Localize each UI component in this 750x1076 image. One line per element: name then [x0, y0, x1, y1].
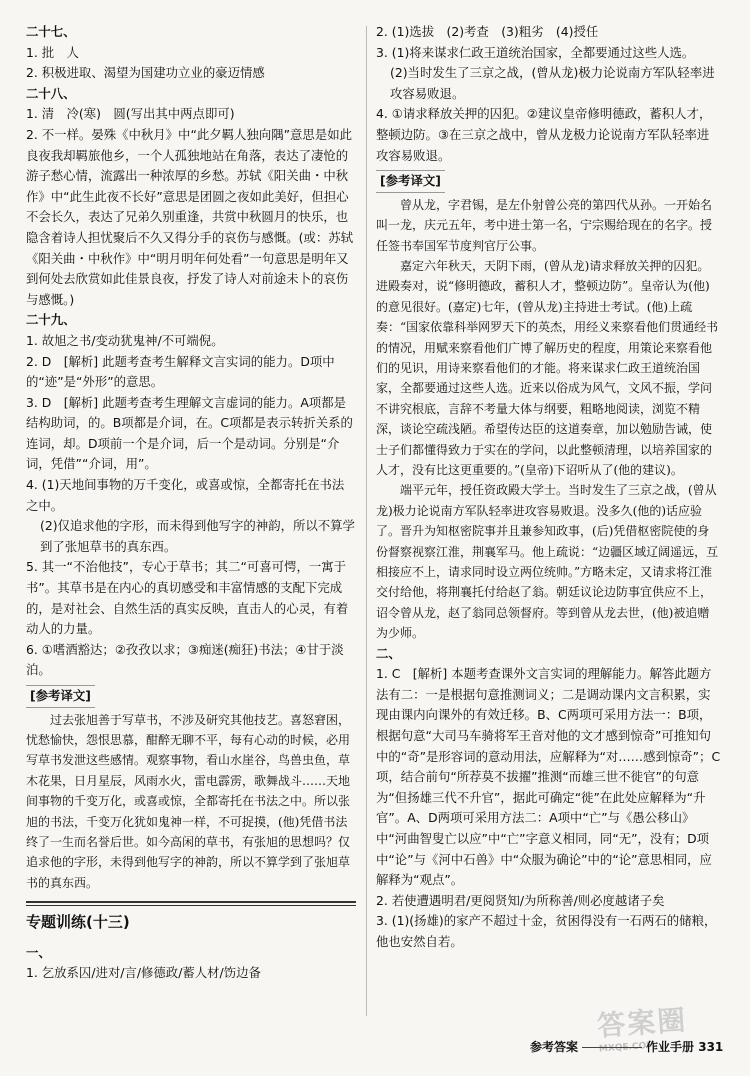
- section-separator: [26, 901, 356, 906]
- answer-item: 1. C [解析] 本题考查课外文言实词的理解能力。解答此题方法有二：一是根据句意推测词义；二是调动课内文言积累，实现由课内向课外的有效迁移。B、C两项可采用方法一：B项，根据句意“大司马车骑将军王音对他的文才感到惊奇”可推知句中的“奇”是形容词的意动用法，应解释为“对……感到惊奇”；C项，结合前句“所荐莫不拔擢”推测“而雄三世不徙官”的句意为“但扬雄三代不升官”，据此可确定“徙”在此处应解释为“升官”。A、D两项可采用方法二：A项中“亡”与《愚公移山》中“河曲智叟亡以应”中“亡”字意义相同，同“无”，没有；D项中“论”与《河中石兽》中“众服为确论”中的“论”意思相同，应解释为“观点”。: [376, 666, 721, 888]
- answer-item: 4. ①请求释放关押的囚犯。②建议皇帝修明德政，蓄积人才，整顿边防。③在三京之战中，曾从龙极力论说南方军队轻率进攻容易败退。: [376, 106, 712, 163]
- answer-item: 1. 清 冷(寒) 圆(写出其中两点即可): [26, 106, 235, 122]
- answer-item: 1. 批 人: [26, 44, 79, 60]
- watermark-url: MXQE.COM: [598, 1040, 656, 1055]
- translation-paragraph: 嘉定六年秋天，天阴下雨，(曾从龙)请求释放关押的囚犯。进殿奏对，说“修明德政，蓄积人才，整顿边防”。皇帝认为(他)的意见很好。(嘉定)七年，(曾从龙)主持进士考试。(他)上疏奏：“国家依靠科举网罗天下的英杰，用经义来察看他们贯通经书的情况，用赋来察看他们广博了解历史的程度，用策论来察看他们的见识，用诗来察看他们的才能。将来谋求仁政王道统治国家，全都要通过这些人选。近来以俗成为风气，文风不振，学问不讲究根底，言辞不考量大体与纲要，粗略地阅读，浏览不精深，谈论空疏浅陋。希望传达臣的这道奏章，加以勉励告诫，使士子们都懂得致力于实在的学问，以此整顿清理，以培养国家的人才，没有比这更重要的。”(皇帝)下诏听从了(他的建议)。: [376, 258, 719, 478]
- answer-item: 5. 其一“不治他技”，专心于草书；其二“可喜可愕，一寓于书”。其草书是在内心的真切感受和丰富情感的支配下完成的，是对社会、自然生活的真实反映，直击人的心灵，有着动人的力量。: [26, 559, 349, 637]
- answer-item: 3. D [解析] 此题考查考生理解文言虚词的能力。A项都是结构助词，的。B项都是介词，在。C项都是表示转折关系的连词，却。D项前一个是介词，后一个是动词。分别是“介词，凭借”“介词，用”。: [26, 394, 353, 472]
- right-answer-list: [376, 22, 721, 953]
- answer-item: 3. (1)将来谋求仁政王道统治国家，全都要通过这些人选。: [376, 44, 695, 60]
- section-number: 二十八、: [26, 85, 76, 101]
- left-column: [26, 22, 356, 984]
- left-answer-list-continued: [26, 943, 356, 984]
- section-heading: 专题训练(十三): [26, 913, 130, 932]
- answer-item: 2. 不一样。晏殊《中秋月》中“此夕羁人独向隅”意思是如此良夜我却羁旅他乡，一个人孤独地站在角落，表达了凄怆的游子愁心情，流露出一种浓厚的乡愁。苏轼《阳关曲・中秋作》中“此生此夜不长好”意思是团圆之夜如此美好，但担心不会长久，表达了兄弟久别重逢，共赏中秋圆月的快乐，也隐含着诗人担忧聚后不久又得分手的哀伤与感慨。(或：苏轼《阳关曲・中秋作》中“明月明年何处看”一句意思是明年又到何处去欣赏如此佳景良夜，抒发了诗人对前途未卜的哀伤与感慨。): [26, 126, 353, 307]
- answer-item: 3. (1)(扬雄)的家产不超过十金，贫困得没有一石两石的储粮，他也安然自若。: [376, 913, 717, 949]
- answer-item: 4. (1)天地间事物的万千变化，或喜或惊，全都寄托在书法之中。: [26, 477, 345, 513]
- answer-item: 2. 若使遭遇明君/更阅贤知/为所称善/则必度越诸子矣: [376, 892, 665, 908]
- footer-label: 参考答案: [530, 1040, 579, 1054]
- answer-item: (2)仅追求他的字形，而未得到他写字的神韵，所以不算学到了张旭草书的真东西。: [40, 518, 355, 554]
- section-number: 二十七、: [26, 24, 76, 39]
- page-footer: [530, 1038, 723, 1055]
- section-number: 一、: [26, 944, 51, 960]
- answer-item: 2. (1)选拔 (2)考查 (3)粗劣 (4)授任: [376, 24, 599, 39]
- section-number: 二、: [376, 645, 401, 661]
- watermark-text: 答案圈: [596, 1003, 689, 1043]
- column-divider: [366, 26, 367, 1016]
- page-number: 331: [698, 1040, 724, 1054]
- footer-rule: [582, 1047, 642, 1048]
- answer-item: 6. ①嗜酒豁达；②孜孜以求；③痴迷(痴狂)书法；④甘于淡泊。: [26, 641, 344, 678]
- answer-item: (2)当时发生了三京之战，(曾从龙)极力论说南方军队轻率进攻容易败退。: [390, 65, 715, 101]
- answer-item: 1. 乞放系囚/进对/言/修德政/蓄人材/饬边备: [26, 965, 261, 981]
- section-number: 二十九、: [26, 312, 76, 328]
- translation-tag: [参考译文]: [376, 170, 445, 193]
- translation-paragraph: 曾从龙，字君锡，是左仆射曾公亮的第四代从孙。一开始名叫一龙，庆元五年，考中进士第一名，宁宗赐给现在的名字。授任签书奉国军节度判官厅公事。: [376, 197, 713, 253]
- translation-paragraph: 端平元年，授任资政殿大学士。当时发生了三京之战，(曾从龙)极力论说南方军队轻率进攻容易败退。没多久(他的)话应验了。晋升为知枢密院事并且兼参知政事，(后)凭借枢密院使的身份督察视察江淮，荆襄军马。他上疏说：“边疆区域辽阔遥远，互相接应不上，请求同时设立两位统帅。”方略未定，又请求将江淮交付给他，将荆襄托付给赵了翁。朝廷议论边防事宜供应不上，诏令曾从龙，赵了翁同总领督府。等到曾从龙去世，(他)被追赠为少师。: [376, 483, 719, 641]
- footer-book: 作业手册: [646, 1040, 695, 1054]
- answer-item: 1. 故旭之书/变动犹鬼神/不可端倪。: [26, 332, 224, 348]
- answer-item: 2. D [解析] 此题考查考生解释文言实词的能力。D项中的“迹”是“外形”的意思。: [26, 353, 335, 390]
- translation-tag: [参考译文]: [26, 685, 95, 708]
- translation-paragraph: 过去张旭善于写草书，不涉及研究其他技艺。喜怒窘困，忧愁愉快，怨恨思慕，酣醉无聊不平，每有心动的时候，必用写草书发泄这些感情。观察事物，看山水崖谷，鸟兽虫鱼，草木花果，日月星辰，风雨水火，雷电霹雳，歌舞战斗……天地间事物的千变万化，或喜或惊，全都寄托在书法之中。所以张旭的书法，千变万化犹如鬼神一样，不可捉摸，(他)凭借书法终了一生而名誉后世。如今高闲的草书，有张旭的思想吗？仅追求他的字形，未得到他写字的神韵，所以不算学到了张旭草书的真东西。: [26, 712, 351, 890]
- left-answer-list: [26, 22, 356, 893]
- watermark-logo: [596, 996, 730, 1071]
- answer-item: 2. 积极进取、渴望为国建功立业的豪迈情感: [26, 65, 265, 81]
- right-column: [376, 22, 721, 953]
